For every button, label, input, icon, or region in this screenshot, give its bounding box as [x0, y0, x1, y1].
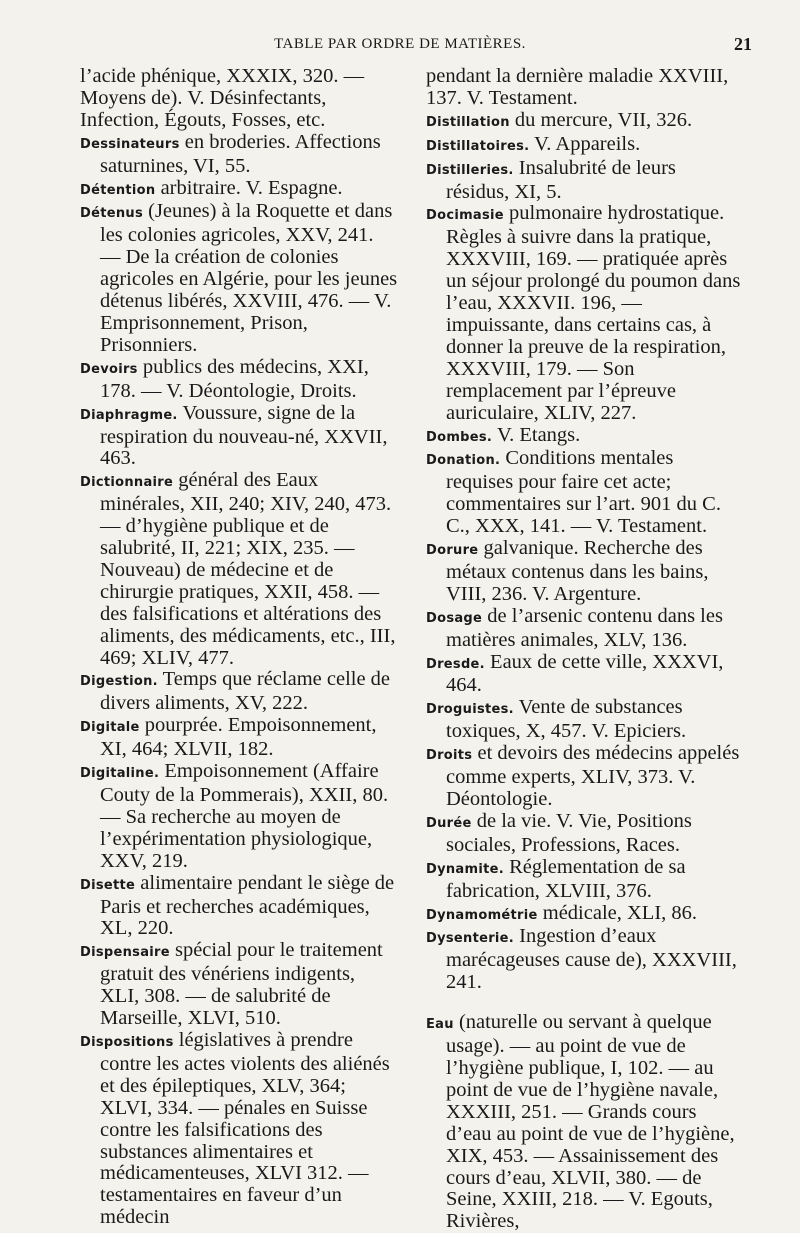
entry-text: de la vie. V. Vie, Positions sociales, Professions, Races.	[446, 809, 692, 856]
entry-headword: Donation.	[426, 453, 501, 469]
entry-headword: Digitaline.	[80, 766, 160, 782]
entry-headword: Dosage	[426, 610, 483, 626]
entry-headword: Distilleries.	[426, 162, 514, 178]
entry-headword: Détenus	[80, 206, 143, 222]
entry-text: publics des médecins, XXI, 178. — V. Déontologie, Droits.	[100, 355, 369, 402]
index-entry	[426, 926, 744, 994]
entry-text: Empoisonnement (Affaire Couty de la Pommerais), XXII, 80. — Sa recherche au moyen de l’expérimentation physiologique, XXV, 219.	[100, 760, 389, 872]
entry-text: Réglementation de sa fabrication, XLVIII, 376.	[446, 855, 686, 902]
entry-text: en broderies. Affections saturnines, VI, 55.	[100, 130, 381, 177]
entry-text: l’acide phénique, XXXIX, 320. — Moyens de). V. Désinfectants, Infection, Égouts, Fosses, etc.	[80, 65, 365, 131]
entry-text: Insalubrité de leurs résidus, XI, 5.	[446, 156, 676, 203]
entry-headword: Durée	[426, 815, 472, 831]
index-entry	[426, 1012, 744, 1233]
entry-text: V. Appareils.	[534, 132, 641, 155]
entry-headword: Dynamométrie	[426, 907, 538, 923]
entry-headword: Devoirs	[80, 361, 138, 377]
index-entry	[80, 715, 398, 761]
index-entry	[80, 940, 398, 1030]
index-entry	[426, 652, 744, 698]
entry-headword: Diaphragme.	[80, 407, 178, 423]
index-entry	[426, 110, 744, 134]
entry-text: Temps que réclame celle de divers aliments, XV, 222.	[100, 668, 391, 715]
entry-headword: Docimasie	[426, 208, 504, 224]
index-entry	[80, 470, 398, 669]
entry-text: arbitraire. V. Espagne.	[160, 176, 343, 199]
running-title: TABLE PAR ORDRE DE MATIÈRES.	[274, 36, 526, 52]
index-entry	[80, 66, 398, 132]
index-entry	[426, 743, 744, 811]
entry-text: Conditions mentales requises pour faire cet acte; commentaires sur l’art. 901 du C. C., XXX, 141. — V. Testament.	[446, 447, 721, 538]
page-number: 21	[734, 34, 752, 54]
index-entry	[80, 403, 398, 471]
index-entry	[80, 178, 398, 202]
entry-headword: Dispensaire	[80, 945, 170, 961]
entry-text: pourprée. Empoisonnement, XI, 464; XLVII, 182.	[100, 714, 377, 761]
entry-headword: Droits	[426, 748, 473, 764]
entry-text: et devoirs des médecins appelés comme experts, XLIV, 373. V. Déontologie.	[446, 742, 740, 810]
entry-headword: Dysenterie.	[426, 931, 515, 947]
entry-headword: Eau	[426, 1017, 454, 1033]
entry-text: général des Eaux minérales, XII, 240; XIV, 240, 473. — d’hygiène publique et de salubrité, II, 221; XIX, 235. — Nouveau) de médecine et de chirurgie pratiques, XXII, 458. — des falsifications et altérations des aliments, des médicaments, etc., III, 469; XLIV, 477.	[100, 469, 396, 669]
entry-headword: Dictionnaire	[80, 475, 174, 491]
entry-text: Voussure, signe de la respiration du nouveau-né, XXVII, 463.	[100, 401, 388, 470]
entry-text: (Jeunes) à la Roquette et dans les colonies agricoles, XXV, 241. — De la création de colonies agricoles en Algérie, pour les jeunes détenus libérés, XXVIII, 476. — V. Emprisonnement, Prison, Prisonniers.	[100, 200, 398, 356]
entry-text: (naturelle ou servant à quelque usage). — au point de vue de l’hygiène publique, I, 102. — au point de vue de l’hygiène navale, XXXIII, 251. — Grands cours d’eau au point de vue de l’hygiène, XIX, 453. — Assainissement des cours d’eau, XLVII, 380. — de Seine, XXIII, 218. — V. Egouts, Rivières,	[446, 1011, 735, 1233]
left-column	[80, 66, 398, 1229]
entry-headword: Droguistes.	[426, 702, 514, 718]
index-entry	[80, 201, 398, 356]
entry-headword: Distillatoires.	[426, 138, 530, 154]
index-entry	[80, 357, 398, 403]
entry-text: galvanique. Recherche des métaux contenus dans les bains, VIII, 236. V. Argenture.	[446, 537, 709, 605]
index-entry	[426, 66, 744, 110]
section-gap	[426, 994, 744, 1012]
entry-headword: Dessinateurs	[80, 136, 180, 152]
entry-headword: Disette	[80, 877, 136, 893]
index-entry	[80, 1030, 398, 1229]
entry-text: du mercure, VII, 326.	[514, 108, 693, 131]
index-entry	[426, 448, 744, 538]
index-entry	[80, 669, 398, 715]
index-entry	[80, 132, 398, 178]
right-column	[426, 66, 744, 1233]
entry-text: Ingestion d’eaux marécageuses cause de), XXXVIII, 241.	[446, 925, 737, 994]
index-entry	[426, 697, 744, 743]
index-entry	[426, 538, 744, 606]
entry-headword: Dresde.	[426, 656, 485, 672]
entry-headword: Dynamite.	[426, 861, 504, 877]
entry-text: pulmonaire hydrostatique. Règles à suivre dans la pratique, XXXVIII, 169. — pratiquée après un séjour prolongé du poumon dans l’eau, XXXVII. 196, — impuissante, dans certains cas, à donner la preuve de la respiration, XXXVIII, 179. — Son remplacement par l’épreuve auriculaire, XLIV, 227.	[446, 202, 741, 424]
entry-headword: Dorure	[426, 543, 479, 559]
index-entry	[426, 425, 744, 449]
entry-text: Eaux de cette ville, XXXVI, 464.	[446, 650, 724, 697]
entry-headword: Dombes.	[426, 429, 493, 445]
index-entry	[80, 873, 398, 941]
entry-headword: Dispositions	[80, 1034, 174, 1050]
entry-headword: Digitale	[80, 720, 140, 736]
entry-headword: Détention	[80, 182, 156, 198]
entry-text: médicale, XLI, 86.	[542, 901, 698, 924]
index-entry	[426, 203, 744, 424]
index-entry	[426, 857, 744, 903]
entry-text: V. Etangs.	[496, 423, 581, 446]
index-entry	[426, 158, 744, 204]
entry-text: de l’arsenic contenu dans les matières animales, XLV, 136.	[446, 604, 723, 651]
index-entry	[426, 134, 744, 158]
index-entry	[426, 606, 744, 652]
entry-text: spécial pour le traitement gratuit des vénériens indigents, XLI, 308. — de salubrité de Marseille, XLVI, 510.	[100, 939, 383, 1030]
entry-text: Vente de substances toxiques, X, 457. V. Epiciers.	[446, 696, 687, 743]
index-entry	[80, 761, 398, 873]
index-entry	[426, 903, 744, 927]
entry-text: législatives à prendre contre les actes violents des aliénés et des épileptiques, XLV, 364; XLVI, 334. — pénales en Suisse contre les falsifications des substances alimentaires et médicamenteuses, XLVI 312. — testamentaires en faveur d’un médecin	[100, 1028, 390, 1229]
entry-headword: Distillation	[426, 114, 510, 130]
entry-text: pendant la dernière maladie XXVIII, 137. V. Testament.	[426, 65, 729, 109]
entry-text: alimentaire pendant le siège de Paris et recherches académiques, XL, 220.	[100, 871, 395, 940]
index-entry	[426, 811, 744, 857]
page-header	[0, 34, 800, 58]
entry-headword: Digestion.	[80, 674, 158, 690]
